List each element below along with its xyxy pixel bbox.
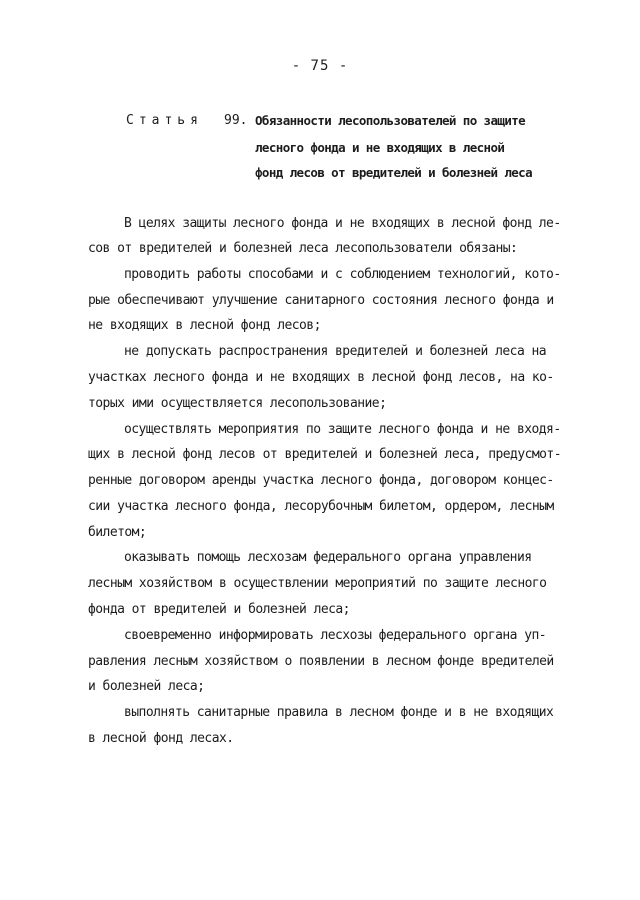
body-line-16: фонда от вредителей и болезней леса; [88, 602, 350, 617]
body-line-15: лесным хозяйством в осуществлении мероприятий по защите лесного [88, 576, 547, 591]
body-line-17: своевременно информировать лесхозы федерального органа уп- [124, 628, 547, 643]
body-line-5: не входящих в лесной фонд лесов; [88, 318, 321, 333]
body-line-1: В целях защиты лесного фонда и не входящих в лесной фонд ле- [124, 216, 561, 231]
body-line-18: равления лесным хозяйством о появлении в лесном фонде вредителей [88, 654, 554, 669]
body-line-4: рые обеспечивают улучшение санитарного состояния лесного фонда и [88, 293, 554, 308]
body-line-9: осуществлять мероприятия по защите лесного фонда и не входя- [124, 422, 561, 437]
body-line-10: щих в лесной фонд лесов от вредителей и болезней леса, предусмот- [88, 447, 561, 462]
body-line-2: сов от вредителей и болезней леса лесопользователи обязаны: [88, 241, 518, 256]
body-line-14: оказывать помощь лесхозам федерального органа управления [124, 550, 532, 565]
article-number: 99. [224, 113, 248, 128]
article-heading-line-1: Обязанности лесопользователей по защите [255, 113, 526, 128]
body-line-6: не допускать распространения вредителей и болезней леса на [124, 344, 547, 359]
body-line-12: сии участка лесного фонда, лесорубочным билетом, ордером, лесным [88, 499, 554, 514]
body-line-19: и болезней леса; [88, 679, 205, 694]
body-line-21: в лесной фонд лесах. [88, 731, 234, 746]
body-line-3: проводить работы способами и с соблюдением технологий, кото- [124, 267, 561, 282]
article-label: Статья [126, 113, 203, 128]
body-line-13: билетом; [88, 525, 147, 540]
body-line-7: участках лесного фонда и не входящих в лесной фонд лесов, на ко- [88, 370, 554, 385]
body-line-8: торых ими осуществляется лесопользование; [88, 396, 387, 411]
article-heading-line-3: фонд лесов от вредителей и болезней леса [255, 165, 533, 180]
article-heading-line-2: лесного фонда и не входящих в лесной [255, 140, 505, 155]
body-line-11: ренные договором аренды участка лесного фонда, договором концес- [88, 473, 554, 488]
page-number: - 75 - [291, 58, 349, 74]
body-line-20: выполнять санитарные правила в лесном фонде и в не входящих [124, 705, 554, 720]
